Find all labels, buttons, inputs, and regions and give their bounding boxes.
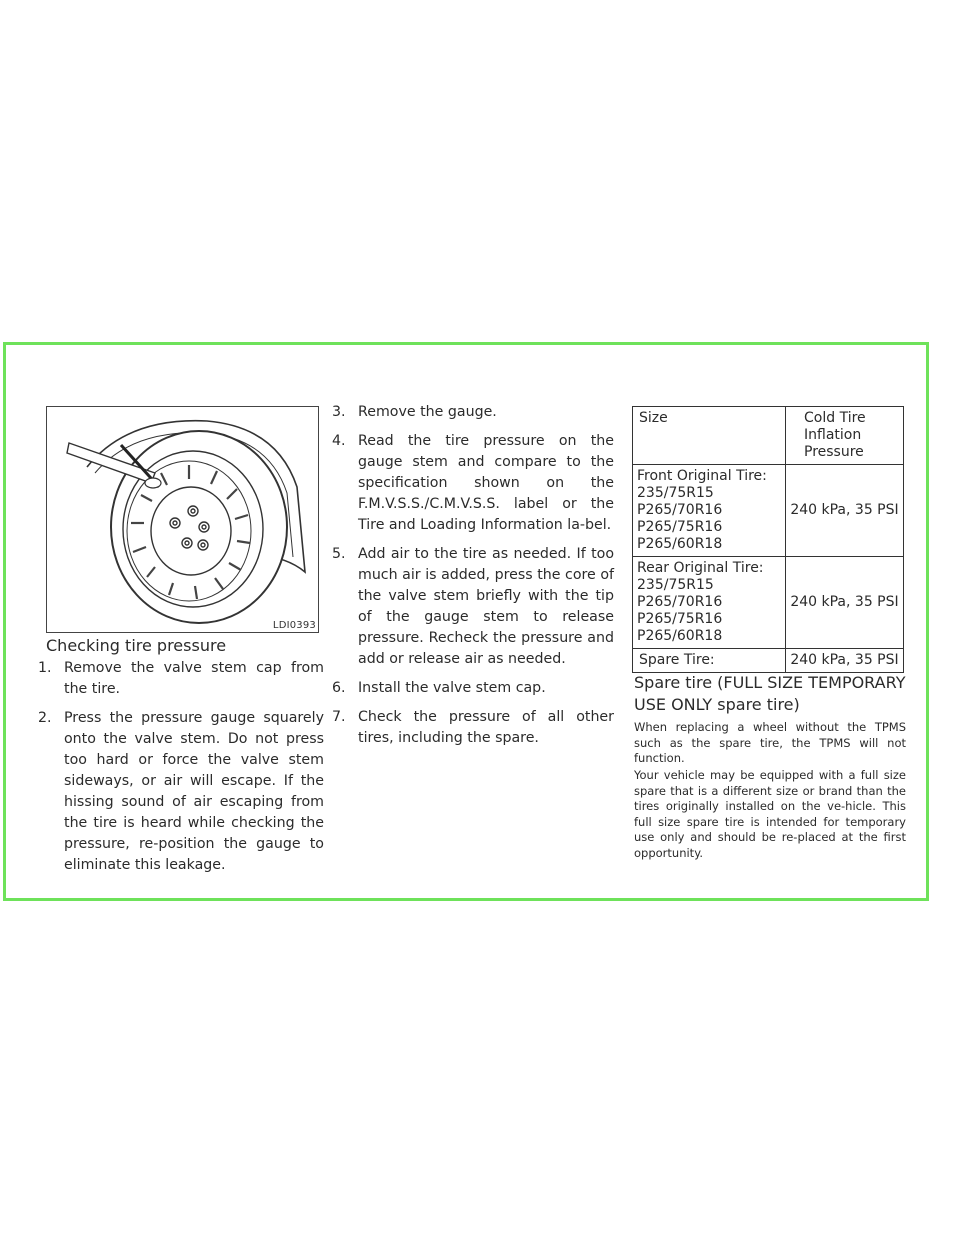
header-pressure-line: Inflation (804, 427, 862, 443)
step-number: 3. (332, 404, 346, 420)
list-item (32, 658, 324, 700)
section-heading-spare-tire (634, 672, 914, 716)
table-row (633, 649, 904, 673)
list-item (332, 678, 614, 699)
section-heading-checking-tire-pressure: Checking tire pressure (46, 636, 227, 655)
tire-illustration-icon (47, 407, 318, 632)
tire-gauge-illustration (46, 406, 319, 633)
rear-pressure-value: 240 kPa, 35 PSI (786, 557, 904, 649)
tire-size: P265/60R18 (637, 628, 723, 644)
front-pressure-value: 240 kPa, 35 PSI (786, 465, 904, 557)
tire-size: 235/75R15 (637, 485, 714, 501)
step-number: 7. (332, 709, 346, 725)
list-item (332, 544, 614, 670)
list-item (32, 708, 324, 876)
heading-line: Spare tire (FULL SIZE TEMPORARY (634, 673, 906, 692)
paragraph-tpms: When replacing a wheel without the TPMS such as the spare tire, the TPMS will not function. (634, 720, 906, 765)
left-steps-list (32, 658, 324, 884)
tire-pressure-table (632, 406, 904, 673)
spare-pressure-value: 240 kPa, 35 PSI (786, 649, 904, 673)
step-text: Remove the gauge. (358, 404, 497, 420)
tire-size: P265/70R16 (637, 502, 723, 518)
table-row (633, 557, 904, 649)
tire-size: P265/60R18 (637, 536, 723, 552)
table-header-row (633, 407, 904, 465)
paragraph-full-size-spare: Your vehicle may be equipped with a full size spare that is a different size or brand than the tires originally installed on the ve-hicle. This full size spare tire is intended for temporary use only and should be re-placed at the first opportunity. (634, 768, 906, 860)
step-text: Remove the valve stem cap from the tire. (64, 660, 324, 697)
list-item (332, 707, 614, 749)
step-number: 5. (332, 546, 346, 562)
step-number: 1. (38, 660, 52, 676)
tire-size: P265/75R16 (637, 519, 723, 535)
step-number: 4. (332, 433, 346, 449)
step-number: 6. (332, 680, 346, 696)
front-tire-cell (633, 465, 786, 557)
header-pressure (786, 407, 904, 465)
step-text: Read the tire pressure on the gauge stem and compare to the specification shown on the F.M.V.S.S./C.M.V.S.S. label or the Tire and Loading Information la-bel. (358, 433, 614, 533)
list-item (332, 402, 614, 423)
step-text: Check the pressure of all other tires, including the spare. (358, 709, 614, 746)
header-pressure-line: Pressure (804, 444, 864, 460)
figure-label: LDI0393 (272, 620, 316, 631)
middle-steps-list (332, 402, 614, 757)
tire-size: P265/75R16 (637, 611, 723, 627)
header-pressure-line: Cold Tire (804, 410, 866, 426)
header-size: Size (633, 407, 786, 465)
step-number: 2. (38, 710, 52, 726)
tire-size: 235/75R15 (637, 577, 714, 593)
table-row (633, 465, 904, 557)
spare-tire-cell: Spare Tire: (633, 649, 786, 673)
tire-size: P265/70R16 (637, 594, 723, 610)
step-text: Press the pressure gauge squarely onto the valve stem. Do not press too hard or force the valve stem sideways, or air will escape. If the hissing sound of air escaping from the tire is heard while checking the pressure, re-position the gauge to eliminate this leakage. (64, 710, 324, 873)
rear-tire-cell (633, 557, 786, 649)
step-text: Add air to the tire as needed. If too much air is added, press the core of the valve stem briefly with the tip of the gauge stem to release pressure. Recheck the pressure and add or release air as needed. (358, 546, 614, 667)
front-tire-title: Front Original Tire: (637, 468, 767, 484)
heading-line: USE ONLY spare tire) (634, 695, 800, 714)
list-item (332, 431, 614, 536)
rear-tire-title: Rear Original Tire: (637, 560, 764, 576)
step-text: Install the valve stem cap. (358, 680, 546, 696)
